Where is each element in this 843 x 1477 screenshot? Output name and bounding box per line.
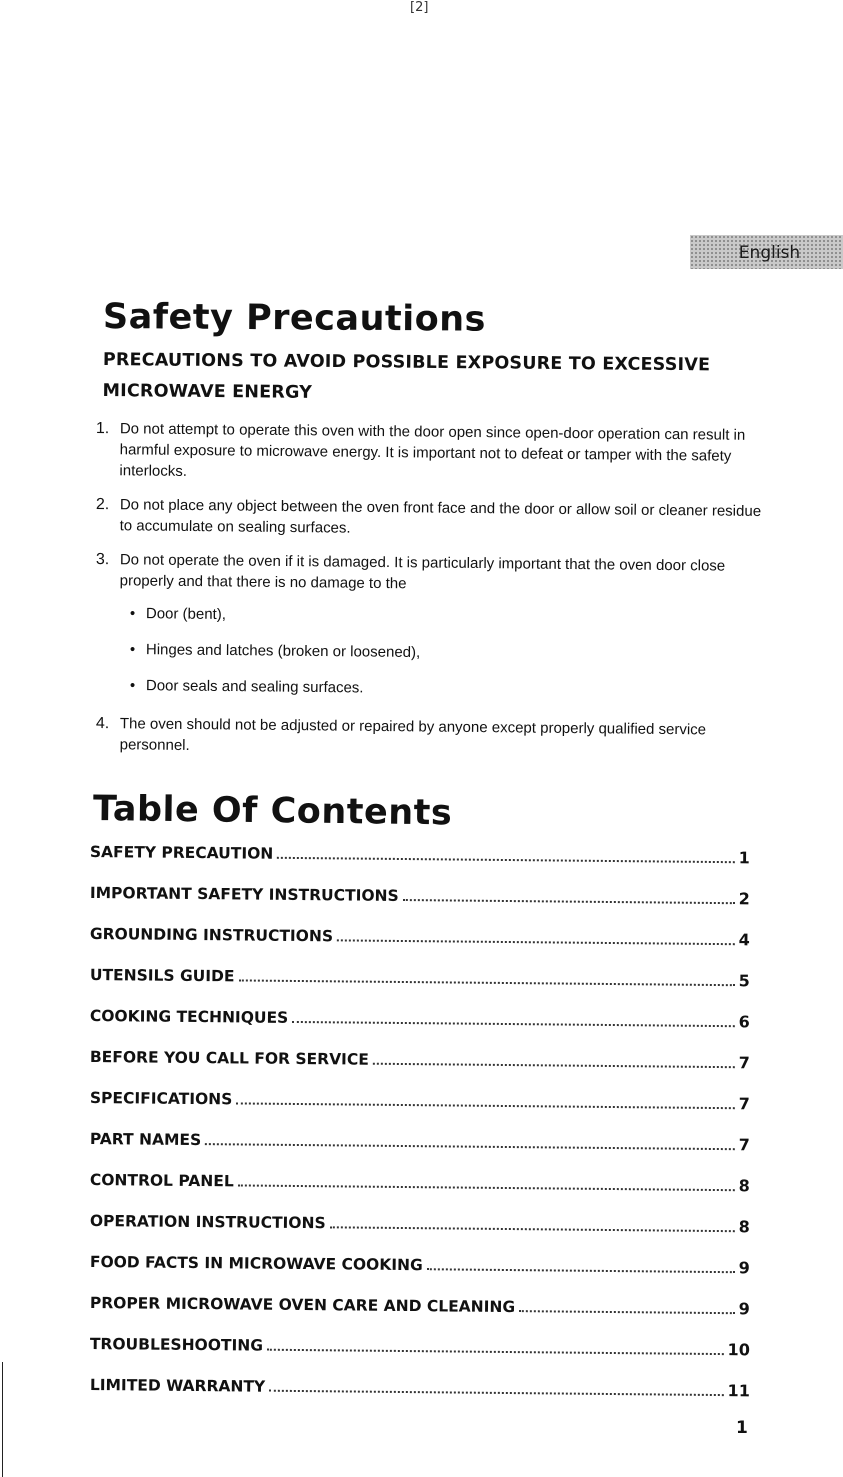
safety-precautions-title: Safety Precautions (102, 297, 487, 340)
toc-leader-dots (238, 978, 734, 986)
toc-entry-page: 11 (727, 1381, 750, 1401)
toc-entry[interactable] (90, 883, 750, 930)
toc-entry-label: OPERATION INSTRUCTIONS (89, 1212, 326, 1233)
toc-leader-dots (292, 1020, 735, 1027)
damage-bullet-list (130, 605, 766, 695)
toc-leader-dots (205, 1142, 735, 1150)
toc-entry[interactable] (90, 1252, 750, 1299)
toc-entry-page: 1 (738, 848, 750, 868)
toc-entry-label: TROUBLESHOOTING (89, 1335, 264, 1355)
toc-leader-dots (269, 1389, 723, 1396)
toc-entry-page: 10 (727, 1340, 750, 1360)
toc-entry-page: 8 (738, 1176, 750, 1196)
precaution-item (96, 549, 766, 598)
table-of-contents-title: Table Of Contents (92, 789, 453, 834)
precaution-number: 4. (95, 714, 110, 733)
toc-entry-page: 8 (738, 1217, 750, 1237)
scan-edge-line (2, 1362, 3, 1477)
toc-entry-label: BEFORE YOU CALL FOR SERVICE (89, 1048, 369, 1069)
toc-entry-page: 9 (738, 1299, 750, 1319)
toc-leader-dots (373, 1062, 735, 1068)
toc-entry-label: LIMITED WARRANTY (89, 1376, 266, 1396)
precautions-subheading: PRECAUTIONS TO AVOID POSSIBLE EXPOSURE TO EXCESSIVE MICROWAVE ENERGY (102, 349, 711, 403)
toc-entry[interactable] (90, 1375, 750, 1422)
toc-entry-label: PROPER MICROWAVE OVEN CARE AND CLEANING (89, 1294, 516, 1317)
precaution-text: Do not operate the oven if it is damaged. It is particularly important that the oven door close properly and that there is no damage to the (119, 551, 726, 593)
precaution-item (95, 418, 766, 488)
precaution-item (96, 494, 766, 543)
language-badge-label: English (738, 243, 801, 263)
toc-entry-label: PART NAMES (89, 1130, 202, 1150)
toc-entry[interactable] (90, 1293, 750, 1340)
toc-leader-dots (267, 1348, 724, 1355)
page-number: 1 (736, 1418, 748, 1438)
toc-entry[interactable] (90, 924, 750, 971)
table-of-contents (90, 842, 750, 1416)
precaution-number: 1. (95, 419, 110, 438)
precaution-text: Do not attempt to operate this oven with the door open since open-door operation can result in harmful exposure to microwave energy. It is important not to defeat or tamper with the safety interlocks. (119, 420, 746, 480)
toc-entry-label: IMPORTANT SAFETY INSTRUCTIONS (89, 883, 399, 905)
toc-entry-page: 9 (738, 1258, 750, 1278)
toc-entry[interactable] (90, 1047, 750, 1094)
toc-leader-dots (277, 856, 734, 863)
toc-entry[interactable] (90, 1334, 750, 1381)
precaution-number: 2. (95, 495, 110, 514)
precautions-list (96, 418, 766, 755)
toc-entry-label: GROUNDING INSTRUCTIONS (89, 924, 334, 946)
toc-entry[interactable] (90, 1088, 750, 1135)
precaution-text: The oven should not be adjusted or repaired by anyone except properly qualified service personnel. (119, 715, 707, 754)
bullet-item: • Hinges and latches (broken or loosened), (130, 641, 766, 666)
toc-leader-dots (330, 1225, 735, 1232)
precaution-text: Do not place any object between the oven front face and the door or allow soil or cleaner residue to accumulate on sealing surfaces. (119, 496, 762, 537)
toc-entry[interactable] (90, 842, 750, 889)
toc-entry-label: FOOD FACTS IN MICROWAVE COOKING (89, 1253, 423, 1275)
toc-entry-page: 2 (738, 889, 750, 909)
toc-entry[interactable] (90, 965, 750, 1012)
toc-leader-dots (519, 1309, 735, 1314)
toc-entry-page: 4 (738, 930, 750, 950)
toc-entry[interactable] (90, 1129, 750, 1176)
bullet-item: • Door (bent), (130, 605, 766, 630)
toc-leader-dots (236, 1101, 734, 1109)
toc-entry-page: 7 (738, 1135, 750, 1155)
header-page-marker: [2] (410, 0, 429, 15)
precaution-number: 3. (95, 550, 110, 569)
toc-leader-dots (427, 1267, 735, 1273)
toc-leader-dots (337, 938, 735, 945)
toc-leader-dots (403, 898, 735, 904)
language-badge (690, 235, 843, 269)
toc-entry-label: COOKING TECHNIQUES (89, 1006, 289, 1027)
precaution-item (96, 713, 766, 762)
toc-entry[interactable] (90, 1006, 750, 1053)
toc-entry-page: 5 (738, 971, 750, 991)
toc-entry-label: CONTROL PANEL (89, 1171, 234, 1191)
toc-entry-page: 6 (738, 1012, 750, 1032)
toc-entry[interactable] (90, 1170, 750, 1217)
toc-entry-label: SPECIFICATIONS (89, 1089, 233, 1109)
toc-entry-page: 7 (738, 1094, 750, 1114)
bullet-item: • Door seals and sealing surfaces. (130, 677, 766, 702)
toc-entry-label: SAFETY PRECAUTION (89, 842, 274, 863)
toc-entry-page: 7 (738, 1053, 750, 1073)
toc-leader-dots (238, 1183, 735, 1191)
toc-entry[interactable] (90, 1211, 750, 1258)
toc-entry-label: UTENSILS GUIDE (89, 965, 235, 986)
